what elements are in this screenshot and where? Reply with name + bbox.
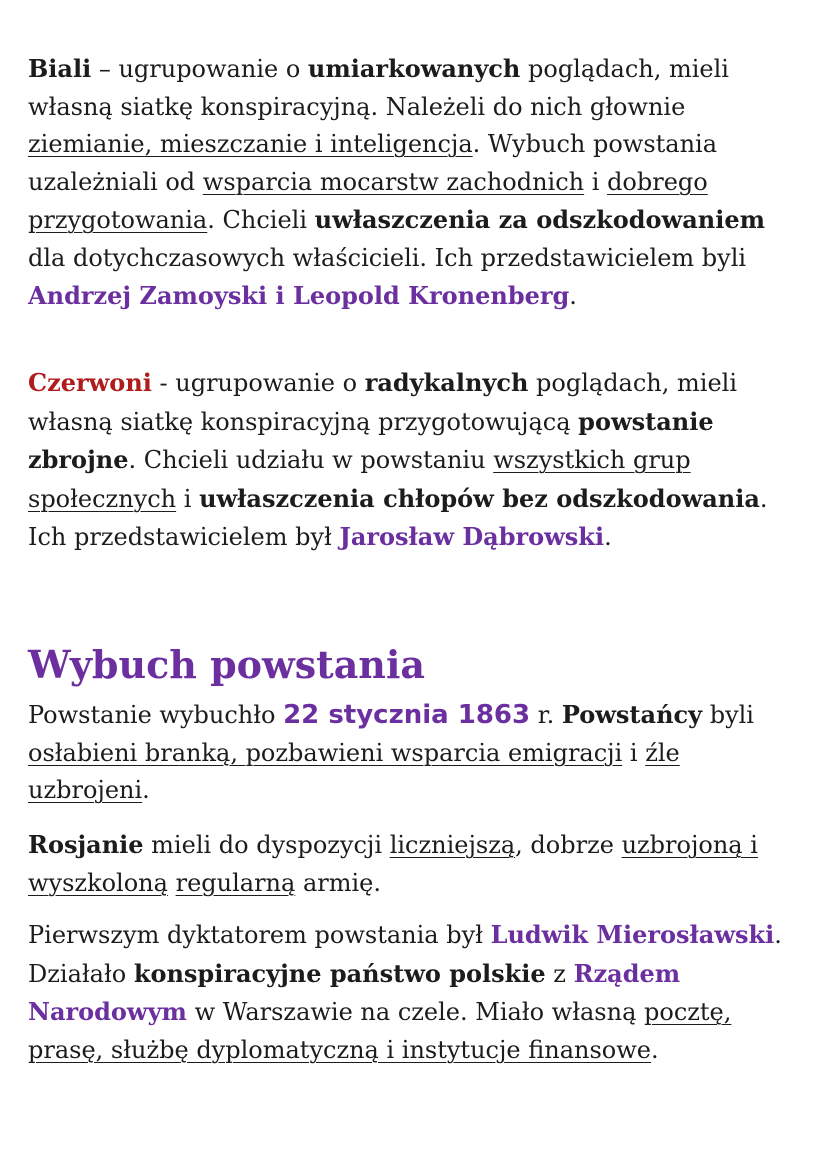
czerwoni-term: Czerwoni <box>28 368 152 397</box>
bold-term: umiarkowanych <box>307 54 521 83</box>
underlined-phrase: ziemianie, mieszczanie i inteligencja <box>28 130 473 158</box>
underlined-phrase: osłabieni branką, pozbawieni wsparcia emigracji <box>28 738 623 767</box>
underlined-phrase: źle uzbrojeni <box>28 738 680 804</box>
text-run: i <box>622 738 646 767</box>
underlined-phrase: wszystkich grup społecznych <box>28 446 691 513</box>
bold-term: Powstańcy <box>561 700 703 729</box>
date-highlight: 22 stycznia 1863 <box>283 700 531 730</box>
underlined-phrase: regularną <box>175 868 296 897</box>
bold-term: radykalnych <box>364 368 529 397</box>
text-run: . <box>142 776 150 804</box>
underlined-phrase: dobrego przygotowania <box>28 167 708 234</box>
text-run: – ugrupowanie o <box>91 55 308 83</box>
bold-term: uwłaszczenia za odszkodowaniem <box>314 205 765 234</box>
person-name: Andrzej Zamoyski i Leopold Kronenberg <box>28 281 570 310</box>
text-run: . Ich przedstawicielem był <box>28 484 768 551</box>
text-run: poglądach, mieli własną siatkę konspiracyjną. Należeli do nich głownie <box>28 55 729 121</box>
government-name: Rządem Narodowym <box>28 958 681 1026</box>
bold-term: uwłaszczenia chłopów bez odszkodowania <box>199 483 760 513</box>
text-run: Powstanie wybuchło <box>28 701 284 729</box>
text-run: r. <box>530 701 562 729</box>
russians-paragraph <box>28 826 808 902</box>
bold-term: konspiracyjne państwo polskie <box>133 958 546 988</box>
underlined-phrase: uzbrojoną i wyszkoloną <box>28 831 758 897</box>
text-run: . <box>651 1035 659 1064</box>
biali-paragraph <box>28 50 808 316</box>
text-run: . Wybuch powstania uzależniali od <box>28 130 718 196</box>
outbreak-paragraph <box>28 696 808 810</box>
text-run: armię. <box>295 868 381 897</box>
text-run: . <box>604 523 612 551</box>
text-run: poglądach, mieli własną siatkę konspiracyjną przygotowującą <box>28 369 738 436</box>
dictator-paragraph <box>28 916 808 1069</box>
bold-term: Rosjanie <box>28 830 144 859</box>
person-name: Ludwik Mierosławski <box>490 920 775 949</box>
underlined-phrase: pocztę, prasę, służbę dyplomatyczną i instytucje finansowe <box>28 998 732 1064</box>
text-run: . <box>569 282 577 310</box>
text-run: byli <box>702 701 754 729</box>
underlined-phrase: wsparcia mocarstw zachodnich <box>202 167 585 196</box>
text-run: dla dotychczasowych właścicieli. Ich przedstawicielem byli <box>28 243 747 272</box>
text-run: w Warszawie na czele. Miało własną <box>186 998 645 1026</box>
text-run: Pierwszym dyktatorem powstania był <box>28 921 491 949</box>
text-run: , dobrze <box>515 831 622 859</box>
text-run: - ugrupowanie o <box>151 369 365 397</box>
underlined-phrase: liczniejszą <box>389 831 516 859</box>
text-run: z <box>545 959 574 988</box>
text-run: . Działało <box>28 921 782 988</box>
text-run: . Chcieli <box>207 206 315 234</box>
text-run: i <box>584 167 608 196</box>
text-run: . Chcieli udziału w powstaniu <box>128 446 494 474</box>
text-run: mieli do dyspozycji <box>143 831 390 859</box>
text-run: i <box>176 484 200 513</box>
czerwoni-paragraph <box>28 364 808 557</box>
biali-term: Biali <box>28 54 92 83</box>
person-name: Jarosław Dąbrowski <box>339 522 605 551</box>
text-run <box>168 869 176 897</box>
section-heading: Wybuch powstania <box>28 642 425 687</box>
bold-term: powstanie zbrojne <box>28 406 714 474</box>
